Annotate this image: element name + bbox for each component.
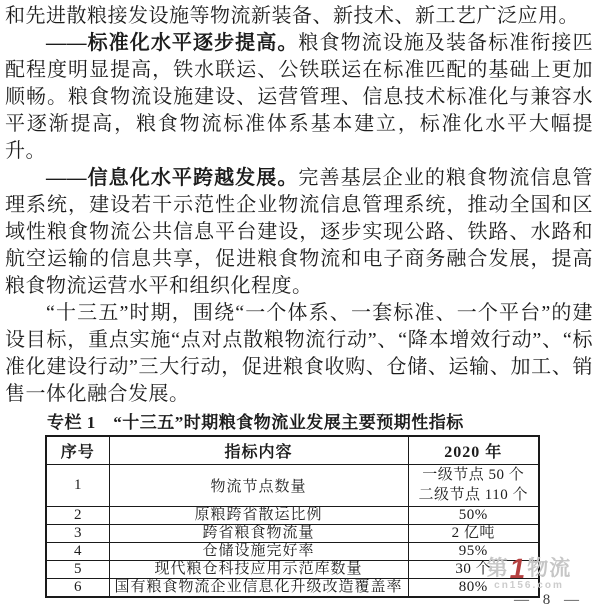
logo-text-wuliu: 物流 — [527, 557, 572, 580]
page-number: — 8 — — [514, 592, 584, 608]
cell-no: 5 — [46, 560, 109, 578]
cell-target — [408, 464, 539, 506]
cell-target: 2 亿吨 — [408, 524, 539, 542]
cell-indicator: 仓储设施完好率 — [109, 542, 408, 560]
cell-indicator: 物流节点数量 — [109, 464, 408, 506]
logo-wordmark — [485, 553, 573, 584]
column-header-no: 序号 — [46, 436, 109, 464]
table-row — [46, 464, 539, 506]
paragraph-lead: ——信息化水平跨越发展。 — [46, 167, 299, 189]
cell-target: 80% — [408, 578, 539, 597]
paragraph-plan-goals — [5, 300, 593, 408]
cell-target: 50% — [408, 506, 539, 524]
cell-target: 30 个 — [408, 560, 539, 578]
logo-numeral-one-icon: 1 — [507, 553, 530, 584]
table-row — [46, 506, 539, 524]
paragraph-text: 完善基层企业的粮食物流信息管理系统，建设若干示范性企业物流信息管理系统，推动全国和区域性粮食物流公共信息平台建设，逐步实现公路、铁路、水路和航空运输的信息共享，促进粮食物流和电子商务融合发展，提高粮食物流运营水平和组织化程度。 — [5, 167, 594, 297]
cell-no: 1 — [46, 464, 109, 506]
cell-no: 4 — [46, 542, 109, 560]
paragraph-continuation — [5, 3, 593, 30]
table-row — [46, 542, 539, 560]
table-row — [46, 560, 539, 578]
panel-box-1 — [45, 413, 538, 598]
cell-indicator: 国有粮食物流企业信息化升级改造覆盖率 — [109, 578, 408, 597]
indicators-table — [45, 435, 540, 598]
panel-title: 专栏 1 “十三五”时期粮食物流业发展主要预期性指标 — [47, 413, 464, 432]
logo-text-di: 第 — [486, 557, 509, 580]
paragraph-informatization — [5, 165, 593, 300]
cell-indicator: 现代粮仓科技应用示范库数量 — [109, 560, 408, 578]
table-header-row — [46, 436, 539, 464]
paragraph-text: 和先进散粮接发设施等物流新装备、新技术、新工艺广泛应用。 — [5, 5, 579, 27]
cell-no: 2 — [46, 506, 109, 524]
logo-domain-text: cn156.com — [494, 580, 564, 591]
paragraph-lead: ——标准化水平逐步提高。 — [46, 32, 299, 54]
cell-target: 95% — [408, 542, 539, 560]
cell-no: 3 — [46, 524, 109, 542]
cell-no: 6 — [46, 578, 109, 597]
cell-indicator: 跨省粮食物流量 — [109, 524, 408, 542]
paragraph-text: “十三五”时期，围绕“一个体系、一套标准、一个平台”的建设目标，重点实施“点对点散粮物流行动”、“降本增效行动”、“标准化建设行动”三大行动，促进粮食收购、仓储、运输、加工、销售一体化融合发展。 — [5, 302, 593, 405]
table-row — [46, 524, 539, 542]
target-line-2: 二级节点 110 个 — [418, 487, 528, 503]
table-row — [46, 578, 539, 597]
target-line-1: 一级节点 50 个 — [422, 467, 525, 483]
paragraph-text: 粮食物流设施及装备标准衔接匹配程度明显提高，铁水联运、公铁联运在标准匹配的基础上更加顺畅。粮食物流设施建设、运营管理、信息技术标准化与兼容水平逐渐提高，粮食物流标准体系基本建立，标准化水平大幅提升。 — [5, 32, 594, 162]
column-header-2020: 2020 年 — [408, 436, 539, 464]
paragraph-standardization — [5, 30, 593, 165]
cn156-watermark-logo — [485, 553, 573, 592]
cell-indicator: 原粮跨省散运比例 — [109, 506, 408, 524]
column-header-indicator: 指标内容 — [109, 436, 408, 464]
